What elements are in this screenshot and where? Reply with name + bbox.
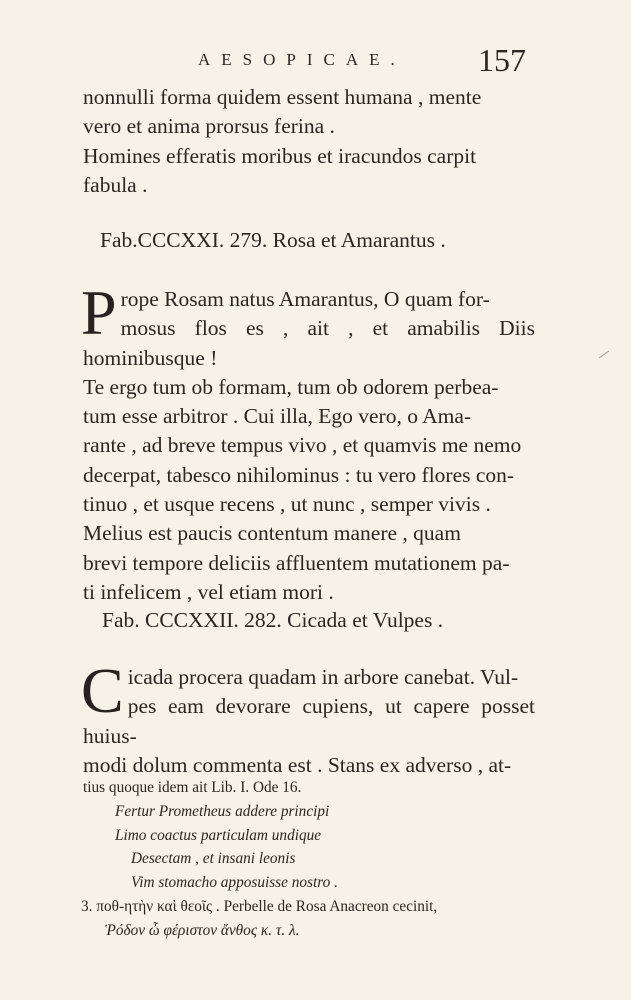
- text-line: rante , ad breve tempus vivo , et quamvis me nemo: [83, 433, 522, 458]
- text-line: pes eam devorare cupiens, ut capere posset huius-: [83, 694, 535, 748]
- verse-line: Limo coactus particulam undique: [115, 826, 322, 844]
- verse-line: Fertur Prometheus addere principi: [115, 802, 330, 820]
- text-line: decerpat, tabesco nihilominus : tu vero flores con-: [83, 462, 515, 487]
- footnote-3-greek: 3. ποθ-ητὴν καὶ θεοῖς .: [81, 897, 220, 915]
- verse-line: Vim stomacho apposuisse nostro .: [131, 874, 338, 892]
- text-line-content: Homines efferatis moribus et iracundos carpit: [83, 143, 477, 168]
- text-line: fabula .: [83, 172, 148, 197]
- moral-line: Melius est paucis contentum manere , quam: [83, 521, 461, 546]
- text-line: vero et anima prorsus ferina .: [83, 114, 335, 139]
- footnote-3-text: Perbelle de Rosa Anacreon cecinit,: [223, 897, 438, 915]
- drop-cap: C: [81, 655, 124, 726]
- text-line: mosus flos es , ait , et amabilis Diis hominibusque !: [83, 316, 535, 370]
- moral-line: brevi tempore deliciis affluentem mutationem pa-: [83, 550, 510, 575]
- fable-cicada-text: [81, 655, 535, 780]
- text-line: icada procera quadam in arbore canebat. Vul-: [127, 665, 519, 689]
- running-title: AESOPICAE.: [198, 50, 406, 69]
- text-line: modi dolum commenta est . Stans ex adverso , at-: [83, 752, 512, 777]
- opening-text-block: [83, 83, 535, 200]
- text-line: tinuo , et usque recens , ut nunc , semper vivis .: [83, 492, 491, 517]
- verse-line: Desectam , et insani leonis: [131, 850, 296, 868]
- moral-line: ti infelicem , vel etiam mori .: [83, 579, 334, 604]
- fable-rosa-text: [81, 277, 535, 607]
- text-line: rope Rosam natus Amarantus, O quam for-: [120, 287, 490, 311]
- text-line: [83, 142, 535, 171]
- page-number: 157: [478, 42, 526, 78]
- footnote-intro: tius quoque idem ait Lib. I. Ode 16.: [83, 779, 302, 796]
- greek-quote: Ῥόδον ὦ φέριστον ἄνθος κ. τ. λ.: [105, 921, 300, 939]
- drop-cap: P: [81, 277, 117, 348]
- margin-mark: [599, 351, 609, 359]
- text-line: nonnulli forma quidem essent humana , mente: [83, 85, 482, 109]
- footnotes: [83, 776, 553, 943]
- fable-heading-rosa: Fab.CCCXXI. 279. Rosa et Amarantus .: [100, 228, 446, 252]
- text-line: tum esse arbitror . Cui illa, Ego vero, o Ama-: [83, 404, 472, 429]
- footnote-3: [81, 895, 553, 919]
- text-line: Te ergo tum ob formam, tum ob odorem perbea-: [83, 374, 499, 399]
- fable-heading-cicada: Fab. CCCXXII. 282. Cicada et Vulpes .: [102, 608, 444, 632]
